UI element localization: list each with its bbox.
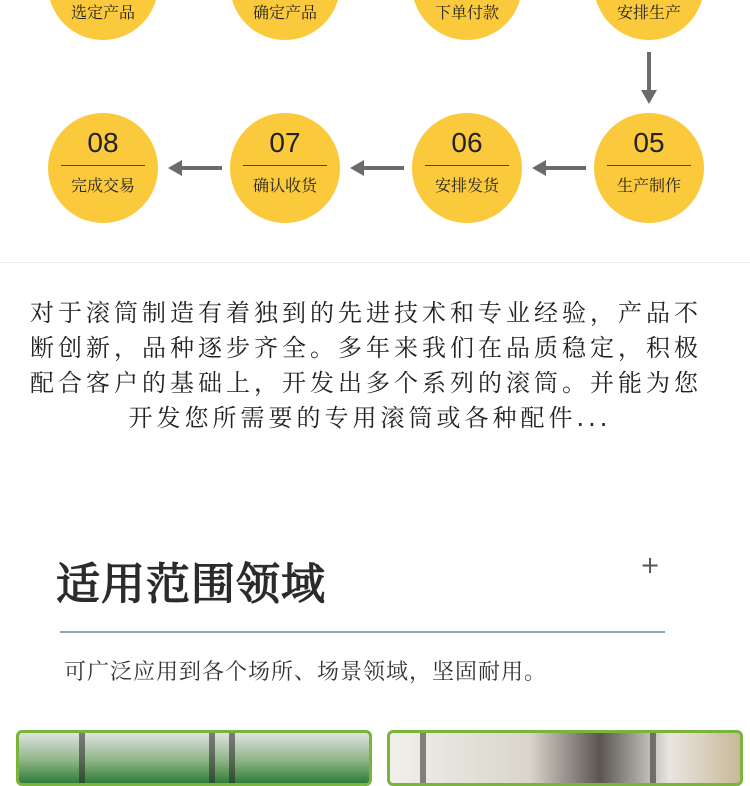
step-divider bbox=[425, 165, 509, 166]
section-subtitle: 可广泛应用到各个场所、场景领域，坚固耐用。 bbox=[64, 660, 548, 685]
step-divider bbox=[607, 165, 691, 166]
step-circle-06 bbox=[412, 113, 522, 223]
step-circle-order-payment bbox=[412, 0, 522, 40]
intro-line: 对于滚筒制造有着独到的先进技术和专业经验，产品不 bbox=[30, 299, 702, 327]
factory-photo bbox=[16, 730, 372, 786]
section-title: 适用范围领域 bbox=[56, 559, 326, 610]
step-label: 完成交易 bbox=[70, 176, 135, 195]
arrow-left-icon bbox=[180, 166, 222, 170]
plus-icon: + bbox=[640, 551, 661, 579]
step-divider bbox=[61, 165, 145, 166]
step-number: 07 bbox=[269, 127, 301, 158]
step-circle-schedule-production bbox=[594, 0, 704, 40]
step-label: 选定产品 bbox=[70, 3, 135, 22]
section-divider bbox=[0, 262, 750, 263]
step-circle-confirm-product bbox=[230, 0, 340, 40]
step-circle-05 bbox=[594, 113, 704, 223]
intro-line: 开发您所需要的专用滚筒或各种配件... bbox=[128, 404, 612, 432]
step-label: 确认收货 bbox=[252, 176, 317, 195]
warehouse-photo bbox=[387, 730, 743, 786]
step-circle-select-product bbox=[48, 0, 158, 40]
step-label: 安排发货 bbox=[434, 176, 499, 195]
arrow-down-icon bbox=[647, 52, 651, 92]
intro-paragraph bbox=[30, 296, 750, 436]
step-number: 08 bbox=[87, 127, 119, 158]
arrow-left-icon bbox=[362, 166, 404, 170]
step-number: 06 bbox=[451, 127, 483, 158]
step-label: 安排生产 bbox=[616, 3, 681, 22]
step-label: 下单付款 bbox=[434, 3, 499, 22]
step-label: 生产制作 bbox=[616, 176, 681, 195]
step-circle-07 bbox=[230, 113, 340, 223]
step-label: 确定产品 bbox=[252, 3, 317, 22]
arrow-left-icon bbox=[544, 166, 586, 170]
step-circle-08 bbox=[48, 113, 158, 223]
intro-line: 断创新，品种逐步齐全。多年来我们在品质稳定，积极 bbox=[30, 334, 702, 362]
step-number: 05 bbox=[633, 127, 665, 158]
intro-line: 配合客户的基础上，开发出多个系列的滚筒。并能为您 bbox=[30, 369, 702, 397]
section-underline bbox=[60, 631, 665, 633]
step-divider bbox=[243, 165, 327, 166]
